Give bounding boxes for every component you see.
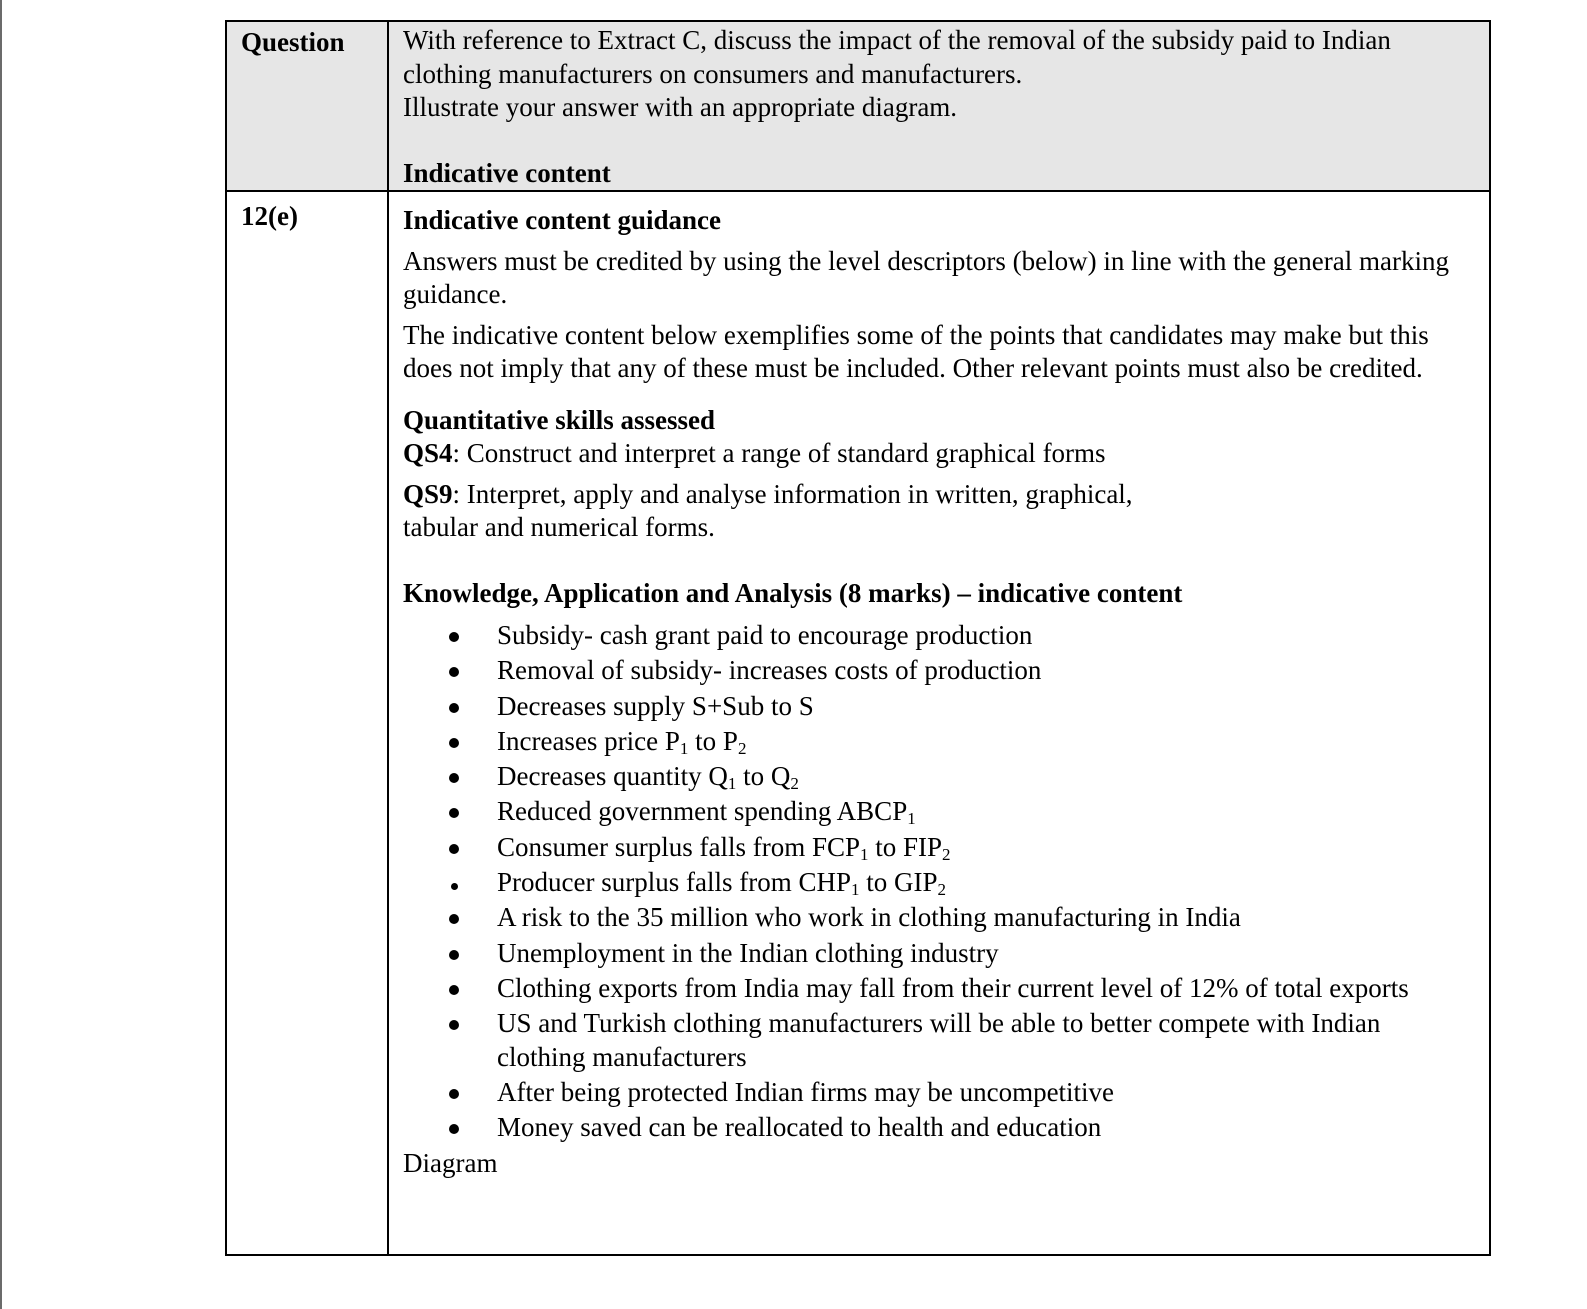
text-run: to P [688,725,738,756]
guidance-paragraph: The indicative content below exemplifies some of the points that candidates may make but this does not imply that any of these must be included. Other relevant points must also be credited. [403,319,1429,383]
bullet-icon [449,985,459,995]
bullet-icon [449,950,459,960]
question-line: Illustrate your answer with an appropriate diagram. [403,92,958,122]
text-run: Increases price P [497,725,680,756]
bullet-icon [449,1089,459,1099]
mark-scheme-table [225,20,1491,1256]
subscript: 1 [850,880,860,900]
text-run: Reduced government spending ABCP [497,796,908,827]
subscript: 1 [907,809,916,829]
subscript: 2 [790,774,799,794]
guidance-paragraph: Answers must be credited by using the level descriptors (below) in line with the general marking guidance. [403,245,1449,309]
list-item-text [497,867,946,900]
guidance-heading: Indicative content guidance [403,205,722,235]
question-number-cell [226,191,388,1255]
subscript: 1 [679,738,689,758]
subscript: 2 [942,844,951,864]
list-item [403,654,1479,688]
list-item-text: Clothing exports from India may fall from their current level of 12% of total exports [497,972,1409,1003]
list-item [403,972,1457,1006]
list-item [403,690,1479,724]
list-item [403,866,1479,900]
list-item-text [497,761,799,794]
list-item [403,725,1479,759]
indicative-content-label: Indicative content [403,157,611,188]
list-item [403,795,1479,829]
list-item [403,619,1479,653]
bullet-icon [449,1124,459,1134]
list-item-text: Unemployment in the Indian clothing industry [497,937,999,968]
text-run: Consumer surplus falls from FCP [497,831,861,862]
kaa-heading: Knowledge, Application and Analysis (8 marks) – indicative content [403,577,1183,608]
subscript: 2 [737,738,747,758]
list-item-text: Removal of subsidy- increases costs of production [497,655,1042,686]
text-run: Producer surplus falls from CHP [497,867,851,898]
list-item-text: A risk to the 35 million who work in clothing manufacturing in India [497,902,1241,933]
list-item-text [497,832,951,862]
bullet-icon [449,667,459,677]
question-label: Question [241,27,345,57]
quantitative-skills-heading: Quantitative skills assessed [403,404,716,435]
bullet-icon [449,773,459,783]
text-run: to Q [736,761,791,792]
list-item-text: Decreases supply S+Sub to S [497,690,814,721]
list-item [403,901,1479,935]
list-item [403,831,1479,865]
bullet-icon [449,1020,459,1030]
list-item-text: US and Turkish clothing manufacturers will be able to better compete with Indian clothing manufacturers [497,1008,1381,1072]
list-item-text: After being protected Indian firms may be uncompetitive [497,1077,1115,1108]
question-text [389,22,1489,190]
quant-skill-text: : Interpret, apply and analyse information in written, graphical, tabular and numerical forms. [403,478,1133,542]
question-label-cell [226,21,388,191]
quant-skill-code: QS4 [403,438,453,468]
question-text-cell [388,21,1490,191]
question-number: 12(e) [241,201,298,231]
list-item-text [497,796,916,829]
bullet-icon [449,808,459,818]
indicative-content-cell [388,191,1490,1255]
quant-skill-text: : Construct and interpret a range of standard graphical forms [452,438,1106,468]
bullet-icon [449,738,459,748]
header-row [226,21,1490,191]
subscript: 1 [727,774,737,794]
indicative-points-list [403,619,1479,1145]
text-run: to FIP [868,831,943,862]
quant-skill-code: QS9 [403,478,453,509]
quant-skill-qs9 [403,478,1203,545]
diagram-label: Diagram [403,1147,498,1178]
subscript: 1 [860,844,869,864]
bullet-icon [449,703,459,713]
bullet-icon [449,632,459,642]
list-item [403,937,1479,971]
list-item [403,1111,1479,1145]
text-run: to GIP [859,867,938,898]
page-left-edge [0,0,2,1309]
list-item [403,1007,1457,1074]
list-item [403,760,1479,794]
question-line: With reference to Extract C, discuss the impact of the removal of the subsidy paid to Indian [403,25,1391,55]
list-item-text [497,726,746,756]
quant-skill-qs4 [403,437,1479,471]
answer-row [226,191,1490,1255]
bullet-icon [449,844,459,854]
question-line: clothing manufacturers on consumers and manufacturers. [403,58,1023,89]
list-item [403,1076,1479,1110]
list-item-text: Subsidy- cash grant paid to encourage production [497,620,1033,650]
subscript: 2 [937,880,946,900]
bullet-icon [451,883,458,890]
text-run: Decreases quantity Q [497,761,728,792]
bullet-icon [449,914,459,924]
list-item-text: Money saved can be reallocated to health and education [497,1112,1102,1143]
